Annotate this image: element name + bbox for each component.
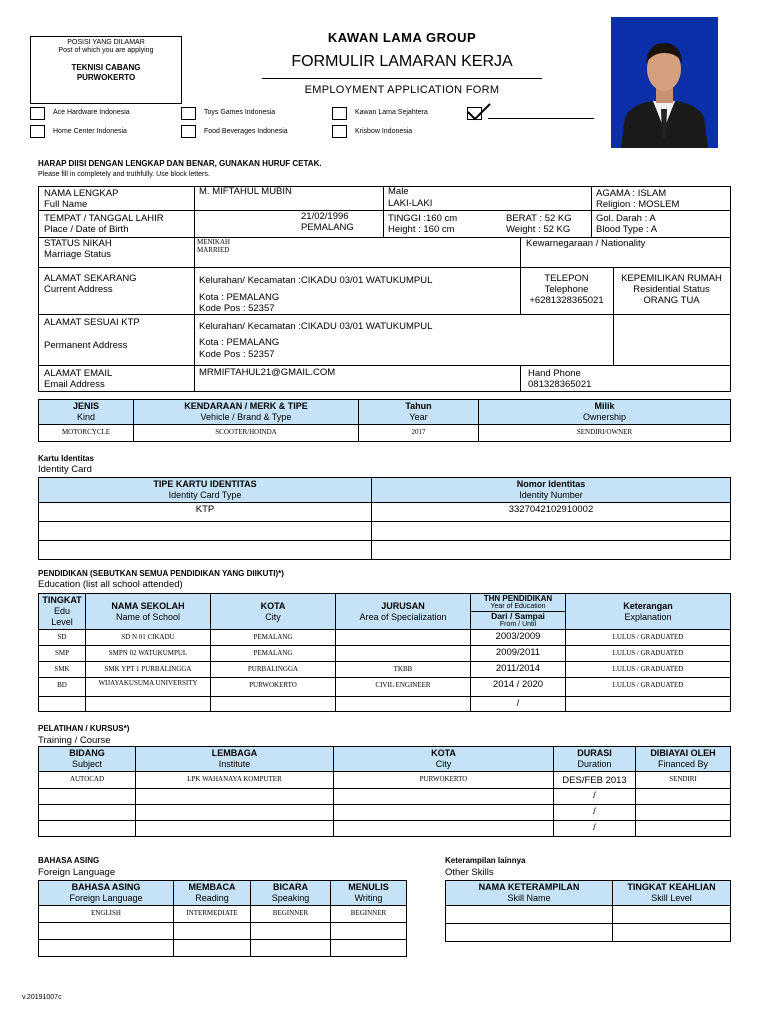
vehicle-row[interactable]: MOTORCYCLE SCOOTER/HOINDA 2017 SENDIRI/OWNER (39, 425, 731, 442)
skills-row[interactable] (446, 924, 731, 942)
company-label-ace: Ace Hardware Indonesia (53, 109, 130, 116)
language-row[interactable] (39, 940, 407, 957)
instruction-id: HARAP DIISI DENGAN LENGKAP DAN BENAR, GUNAKAN HURUF CETAK. (38, 159, 322, 168)
blood-en: Blood Type : A (596, 224, 658, 235)
position-box (30, 36, 182, 104)
identity-table: TIPE KARTU IDENTITAS Identity Card Type Nomor Identitas Identity Number KTP 3327042102910002 (38, 477, 731, 560)
weight-id[interactable]: BERAT : 52 KG (506, 213, 572, 224)
language-table: BAHASA ASING Foreign Language MEMBACA Reading BICARA Speaking MENULIS Writing ENGLISH INTERMEDIATE BEGINNER BEGINNER (38, 880, 407, 957)
instruction-en: Please fill in completely and truthfully. Use block letters. (38, 171, 210, 178)
gender-label: Male (388, 186, 409, 197)
marital-value-2: MARRIED (197, 246, 230, 254)
height-en: Height : 160 cm (388, 224, 455, 235)
marital-label-en: Marriage Status (44, 249, 112, 260)
residence-value[interactable]: ORANG TUA (643, 295, 700, 306)
skills-title-en: Other Skills (445, 867, 494, 878)
company-label-home-center: Home Center Indonesia (53, 128, 127, 135)
religion-id[interactable]: AGAMA : ISLAM (596, 188, 667, 199)
name-label-en: Full Name (44, 199, 88, 210)
education-table: TINGKAT Edu Level NAMA SEKOLAH Name of School KOTA City JURUSAN Area of Specialization THN PENDIDIKAN Year of Education Dari / Sampai From / Until Keterangan Explanation SD SD N 01 CIKADU PEMALANG 2003/2009 LULUS / GRADUATED SMP SMPN 02 WATUKUMPUL PEMALANG 2009/2011 LULUS / GRADUATED SMK SMK YPT 1 PURBALINGGA PURBALINGGA TKBB 2011/2014 LULUS / GRADUATED BD WIJAYAKUSUMA UNIVERSITY PURWOKERTO CIVIL ENGINEER 2014 / 2020 LULUS / GRADUATED / (38, 593, 731, 712)
company-label-krisbow: Krisbow Indonesia (355, 128, 413, 135)
position-label-id: POSISI YANG DILAMAR (67, 39, 145, 46)
ktp-address-label-en: Permanent Address (44, 340, 128, 351)
personal-data-table (38, 186, 731, 392)
training-row[interactable]: AUTOCAD LPK WAHANAYA KOMPUTER PURWOKERTO DES/FEB 2013 SENDIRI (39, 772, 731, 789)
position-value-1: TEKNISI CABANG (71, 63, 141, 72)
training-table: BIDANG Subject LEMBAGA Institute KOTA City DURASI Duration DIBIAYAI OLEH Financed By AUTOCAD LPK WAHANAYA KOMPUTER PURWOKERTO DES/FEB 2013 SENDIRI / / / (38, 746, 731, 837)
gender-value[interactable]: LAKI-LAKI (388, 198, 433, 209)
residence-label-id: KEPEMILIKAN RUMAH (621, 273, 722, 284)
training-row[interactable]: / (39, 789, 731, 805)
company-name: KAWAN LAMA GROUP (327, 30, 477, 45)
phone-value[interactable]: +6281328365021 (529, 295, 604, 306)
company-label-food-beverages: Food Beverages Indonesia (204, 128, 288, 135)
identity-row[interactable] (39, 541, 731, 560)
weight-en: Weight : 52 KG (506, 224, 571, 235)
birth-date[interactable]: 21/02/1996 (301, 211, 349, 222)
identity-row[interactable]: KTP 3327042102910002 (39, 503, 731, 522)
training-title-id: PELATIHAN / KURSUS*) (38, 724, 130, 733)
education-row[interactable]: SMP SMPN 02 WATUKUMPUL PEMALANG 2009/2011 LULUS / GRADUATED (39, 646, 731, 662)
phone-label-id: TELEPON (544, 273, 589, 284)
language-row[interactable]: ENGLISH INTERMEDIATE BEGINNER BEGINNER (39, 906, 407, 923)
skills-row[interactable] (446, 906, 731, 924)
address-line[interactable]: Kelurahan/ Kecamatan :CIKADU 03/01 WATUKUMPUL (199, 275, 433, 286)
handphone-value[interactable]: 081328365021 (528, 379, 592, 390)
checkbox-food-beverages[interactable] (181, 125, 196, 138)
ktp-address-city[interactable]: Kota : PEMALANG (199, 337, 280, 348)
training-row[interactable]: / (39, 805, 731, 821)
identity-row[interactable] (39, 522, 731, 541)
training-row[interactable]: / (39, 821, 731, 837)
birth-label-id: TEMPAT / TANGGAL LAHIR (44, 213, 164, 224)
blood-id[interactable]: Gol. Darah : A (596, 213, 656, 224)
checkbox-kawan-lama[interactable] (332, 107, 347, 120)
residence-label-en: Residential Status (633, 284, 710, 295)
birth-label-en: Place / Date of Birth (44, 224, 129, 235)
marital-value-1[interactable]: MENIKAH (197, 238, 231, 246)
vehicle-table: JENIS Kind KENDARAAN / MERK & TIPE Vehicle / Brand & Type Tahun Year Milik Ownership MOTORCYCLE SCOOTER/HOINDA 2017 SENDIRI/OWNER (38, 399, 731, 442)
form-subtitle: EMPLOYMENT APPLICATION FORM (304, 84, 500, 96)
company-label-toys: Toys Games Indonesia (204, 109, 276, 116)
skills-table: NAMA KETERAMPILAN Skill Name TINGKAT KEAHLIAN Skill Level (445, 880, 731, 942)
checkbox-toys[interactable] (181, 107, 196, 120)
education-row[interactable]: BD WIJAYAKUSUMA UNIVERSITY PURWOKERTO CIVIL ENGINEER 2014 / 2020 LULUS / GRADUATED (39, 678, 731, 697)
checkbox-krisbow[interactable] (332, 125, 347, 138)
address-city[interactable]: Kota : PEMALANG (199, 292, 280, 303)
education-row[interactable]: SD SD N 01 CIKADU PEMALANG 2003/2009 LULUS / GRADUATED (39, 630, 731, 646)
education-title-en: Education (list all school attended) (38, 579, 183, 590)
handphone-label: Hand Phone (528, 368, 581, 379)
email-value[interactable]: MRMIFTAHUL21@GMAIL.COM (199, 367, 336, 378)
applicant-photo (611, 17, 718, 148)
education-row[interactable]: SMK SMK YPT 1 PURBALINGGA PURBALINGGA TKBB 2011/2014 LULUS / GRADUATED (39, 662, 731, 678)
checkbox-home-center[interactable] (30, 125, 45, 138)
skills-title-id: Keterampilan lainnya (445, 856, 526, 865)
education-row[interactable]: / (39, 697, 731, 712)
marital-label-id: STATUS NIKAH (44, 238, 112, 249)
position-value-2: PURWOKERTO (76, 73, 136, 82)
nationality-label: Kewarnegaraan / Nationality (526, 238, 646, 249)
ktp-address-label-id: ALAMAT SESUAI KTP (44, 317, 140, 328)
other-company-line (488, 118, 594, 119)
language-title-en: Foreign Language (38, 867, 116, 878)
identity-title-en: Identity Card (38, 464, 92, 475)
height-id[interactable]: TINGGI :160 cm (388, 213, 458, 224)
title-underline (262, 78, 542, 79)
religion-en: Religion : MOSLEM (596, 199, 680, 210)
birth-place[interactable]: PEMALANG (301, 222, 354, 233)
name-value[interactable]: M. MIFTAHUL MUBIN (199, 186, 292, 197)
address-label-id: ALAMAT SEKARANG (44, 273, 137, 284)
identity-title-id: Kartu Identitas (38, 454, 95, 463)
name-label-id: NAMA LENGKAP (44, 188, 119, 199)
training-title-en: Training / Course (38, 735, 111, 746)
language-row[interactable] (39, 923, 407, 940)
form-title: FORMULIR LAMARAN KERJA (291, 53, 513, 70)
company-label-kawan-lama: Kawan Lama Sejahtera (355, 109, 428, 116)
education-title-id: PENDIDIKAN (SEBUTKAN SEMUA PENDIDIKAN YANG DIIKUTI)*) (38, 569, 284, 578)
address-zip[interactable]: Kode Pos : 52357 (199, 303, 275, 314)
email-label-en: Email Address (44, 379, 105, 390)
position-label-en: Post of which you are applying (58, 47, 154, 54)
phone-label-en: Telephone (544, 284, 589, 295)
ktp-address-zip[interactable]: Kode Pos : 52357 (199, 349, 275, 360)
address-label-en: Current Address (44, 284, 113, 295)
language-title-id: BAHASA ASING (38, 856, 100, 865)
email-label-id: ALAMAT EMAIL (44, 368, 113, 379)
ktp-address-line[interactable]: Kelurahan/ Kecamatan :CIKADU 03/01 WATUKUMPUL (199, 321, 433, 332)
checkbox-ace[interactable] (30, 107, 45, 120)
form-version: v.20191007c (22, 994, 62, 1001)
